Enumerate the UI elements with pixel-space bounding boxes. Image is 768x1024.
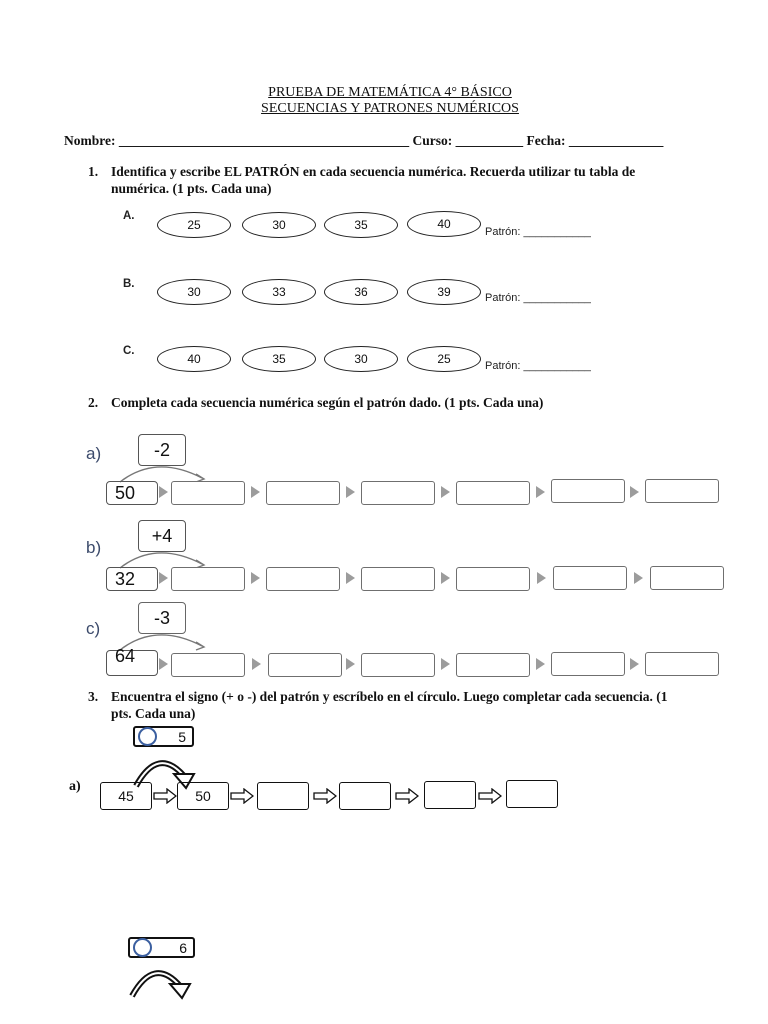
q2-row-c-answer-5[interactable] [551, 652, 625, 676]
q3-row-b-sign-value: 6 [179, 939, 187, 956]
arrow-icon [346, 658, 355, 670]
q1-row-c-oval-2: 35 [242, 346, 316, 372]
arrow-icon [536, 486, 545, 498]
double-arrow-icon [395, 788, 419, 804]
q1-row-b-oval-4: 39 [407, 279, 481, 305]
q3-row-a-box-4[interactable] [339, 782, 391, 810]
q2-row-a-answer-4[interactable] [456, 481, 530, 505]
q1-row-b-patron[interactable]: Patrón: ___________ [485, 292, 591, 304]
q2-row-a-answer-1[interactable] [171, 481, 245, 505]
question-2-number: 2. [88, 395, 99, 410]
arrow-icon [251, 572, 260, 584]
question-1-text [111, 163, 711, 197]
q3-row-a-box-6[interactable] [506, 780, 558, 808]
q1-row-a-oval-1: 25 [157, 212, 231, 238]
q1-row-a-oval-4: 40 [407, 211, 481, 237]
q2-row-c-pattern-box: -3 [138, 602, 186, 634]
q1-row-b-oval-1: 30 [157, 279, 231, 305]
q2-row-b-pattern-box: +4 [138, 520, 186, 552]
question-2-text: Completa cada secuencia numérica según el patrón dado. (1 pts. Cada una) [111, 395, 544, 410]
arrow-icon [441, 572, 450, 584]
question-3-number: 3. [88, 689, 99, 704]
double-arrow-icon [153, 788, 177, 804]
arrow-icon [251, 486, 260, 498]
sign-circle-input[interactable] [138, 727, 157, 746]
q1-row-c-patron[interactable]: Patrón: ___________ [485, 360, 591, 372]
q2-row-c-answer-6[interactable] [645, 652, 719, 676]
arrow-icon [630, 658, 639, 670]
arrow-icon [159, 658, 168, 670]
arrow-icon [346, 572, 355, 584]
q3-row-a-box-3[interactable] [257, 782, 309, 810]
arrow-icon [346, 486, 355, 498]
arrow-icon [634, 572, 643, 584]
q1-row-c-oval-4: 25 [407, 346, 481, 372]
q3-row-a-sign-value: 5 [178, 728, 186, 745]
q1-row-b-oval-2: 33 [242, 279, 316, 305]
arrow-icon [536, 658, 545, 670]
q2-row-b-answer-2[interactable] [266, 567, 340, 591]
q2-row-c-answer-4[interactable] [456, 653, 530, 677]
question-3-text-line2: pts. Cada una) [111, 706, 196, 721]
q2-row-b-start-box: 32 [106, 567, 158, 591]
q2-row-b-answer-6[interactable] [650, 566, 724, 590]
question-3-text [111, 688, 721, 722]
q3-row-b-curved-arrow-icon [124, 960, 194, 1000]
q2-row-c-answer-3[interactable] [361, 653, 435, 677]
q2-row-b-answer-5[interactable] [553, 566, 627, 590]
q2-row-b-letter: b) [86, 538, 102, 557]
question-1-number: 1. [88, 164, 99, 179]
test-subtitle: SECUENCIAS Y PATRONES NUMÉRICOS [261, 101, 519, 116]
q1-row-b-letter: B. [123, 278, 135, 290]
q2-row-a-answer-2[interactable] [266, 481, 340, 505]
question-1-text-line1: Identifica y escribe EL PATRÓN en cada secuencia numérica. Recuerda utilizar tu tabla de [111, 164, 636, 179]
q2-row-a-answer-5[interactable] [551, 479, 625, 503]
arrow-icon [441, 486, 450, 498]
q2-row-c-letter: c) [86, 619, 101, 638]
q1-row-c-oval-1: 40 [157, 346, 231, 372]
arrow-icon [630, 486, 639, 498]
double-arrow-icon [478, 788, 502, 804]
q2-row-a-answer-6[interactable] [645, 479, 719, 503]
q2-row-a-letter: a) [86, 444, 102, 463]
q1-row-c-oval-3: 30 [324, 346, 398, 372]
q2-row-a-answer-3[interactable] [361, 481, 435, 505]
q1-row-a-letter: A. [123, 210, 135, 222]
q2-row-c-start-box: 64 [106, 650, 158, 676]
sign-circle-input[interactable] [133, 938, 152, 957]
q3-row-a-sign-box [133, 726, 194, 747]
arrow-icon [159, 486, 168, 498]
q3-row-a-box-5[interactable] [424, 781, 476, 809]
q3-row-a-box-1: 45 [100, 782, 152, 810]
q3-row-a-box-2: 50 [177, 782, 229, 810]
double-arrow-icon [313, 788, 337, 804]
arrow-icon [159, 572, 168, 584]
q2-row-b-answer-3[interactable] [361, 567, 435, 591]
q2-row-b-answer-4[interactable] [456, 567, 530, 591]
q2-row-b-answer-1[interactable] [171, 567, 245, 591]
q2-row-a-start-box: 50 [106, 481, 158, 505]
q2-row-a-pattern-box: -2 [138, 434, 186, 466]
arrow-icon [441, 658, 450, 670]
q1-row-a-oval-3: 35 [324, 212, 398, 238]
student-info-line: Nombre: ___________________________________________ Curso: __________ Fecha: ______________ [64, 133, 664, 148]
q1-row-a-patron[interactable]: Patrón: ___________ [485, 226, 591, 238]
q2-row-c-answer-2[interactable] [268, 653, 342, 677]
arrow-icon [252, 658, 261, 670]
q3-row-a-letter: a) [69, 779, 81, 794]
q1-row-b-oval-3: 36 [324, 279, 398, 305]
arrow-icon [537, 572, 546, 584]
q1-row-a-oval-2: 30 [242, 212, 316, 238]
q1-row-c-letter: C. [123, 345, 135, 357]
q2-row-c-answer-1[interactable] [171, 653, 245, 677]
q3-row-b-sign-box [128, 937, 195, 958]
test-title: PRUEBA DE MATEMÁTICA 4° BÁSICO [268, 85, 512, 100]
question-1-text-line2: numérica. (1 pts. Cada una) [111, 181, 272, 196]
question-3-text-line1: Encuentra el signo (+ o -) del patrón y escríbelo en el círculo. Luego completar cada secuencia. (1 [111, 689, 668, 704]
double-arrow-icon [230, 788, 254, 804]
